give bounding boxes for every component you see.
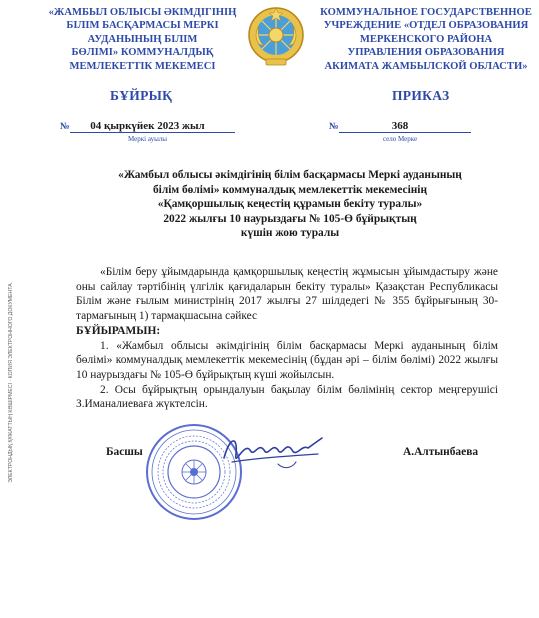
number-sign: № <box>60 122 70 132</box>
order-title: «Жамбыл облысы әкімдігінің білім басқармасы Меркі ауданының білім бөлімі» коммуналдық мемлекеттік мекемесінің «Қамқоршылық кеңестің құрамын бекіту туралы» 2022 жылғы 10 наурыздағы № 105-Ө бұйрықтың күшін жою туралы <box>118 169 462 240</box>
date-line <box>60 120 235 143</box>
doc-type-russian: ПРИКАЗ <box>392 88 450 103</box>
order-body <box>76 265 498 412</box>
preamble-paragraph: «Білім беру ұйымдарында қамқоршылық кеңестің жұмысын ұйымдастыру және оны сайлау тәртібінің үлгілік қағидаларын бекіту туралы» Қазақстан Республикасы Білім және ғылым министрінің 2017 жылғы 27 шілдедегі № 355 бұйрығының 30-тармағының 1) тармақшасына сәйкес <box>76 266 498 323</box>
number-line <box>329 120 471 143</box>
order-item-2: 2. Осы бұйрықтың орындалуын бақылау білім бөлімінің сектор меңгерушісі З.Иманалиеваға жүктелсін. <box>76 383 498 411</box>
number-underline <box>339 132 471 133</box>
date-underline <box>70 132 235 133</box>
number-caption: село Мерке <box>382 135 418 143</box>
signatory-title: Басшы <box>106 446 143 458</box>
header-right-org-name: КОММУНАЛЬНОЕ ГОСУДАРСТВЕННОЕ УЧРЕЖДЕНИЕ «ОТДЕЛ ОБРАЗОВАНИЯ МЕРКЕНСКОГО РАЙОНА УПРАВЛЕНИЯ ОБРАЗОВАНИЯ АКИМАТА ЖАМБЫЛСКОЙ ОБЛАСТИ» <box>320 7 532 72</box>
order-number-value: 368 <box>391 120 409 132</box>
kazakhstan-state-emblem-icon <box>247 6 305 68</box>
command-word: БҰЙЫРАМЫН: <box>76 324 161 337</box>
number-sign: № <box>329 122 339 132</box>
handwritten-signature-icon <box>218 428 328 476</box>
header-left-org-name: «ЖАМБЫЛ ОБЛЫСЫ ӘКІМДІГІНІҢ БІЛІМ БАСҚАРМАСЫ МЕРКІ АУДАНЫНЫҢ БІЛІМ БӨЛІМІ» КОММУНАЛДЫҚ МЕМЛЕКЕТТІК МЕКЕМЕСІ <box>48 7 237 72</box>
order-item-1: 1. «Жамбыл облысы әкімдігінің білім басқармасы Меркі ауданының білім бөлімі» коммуналдық мемлекеттік мекемесінің (бұдан әрі – білім бөлімі) 2022 жылғы 10 наурыздағы № 105-Ө бұйрықтың күші жойылсын. <box>76 339 498 381</box>
doc-type-kazakh: БҰЙРЫҚ <box>110 88 173 103</box>
signatory-name: А.Алтынбаева <box>403 446 479 458</box>
date-value: 04 қыркүйек 2023 жыл <box>90 120 205 132</box>
side-watermark-text: ЭЛЕКТРОНДЫҚ ҚҰЖАТТЫҢ КӨШІРМЕСІ · КОПИЯ ЭЛЕКТРОННОГО ДОКУМЕНТА <box>8 283 14 483</box>
date-caption: Меркі ауылы <box>128 135 167 143</box>
